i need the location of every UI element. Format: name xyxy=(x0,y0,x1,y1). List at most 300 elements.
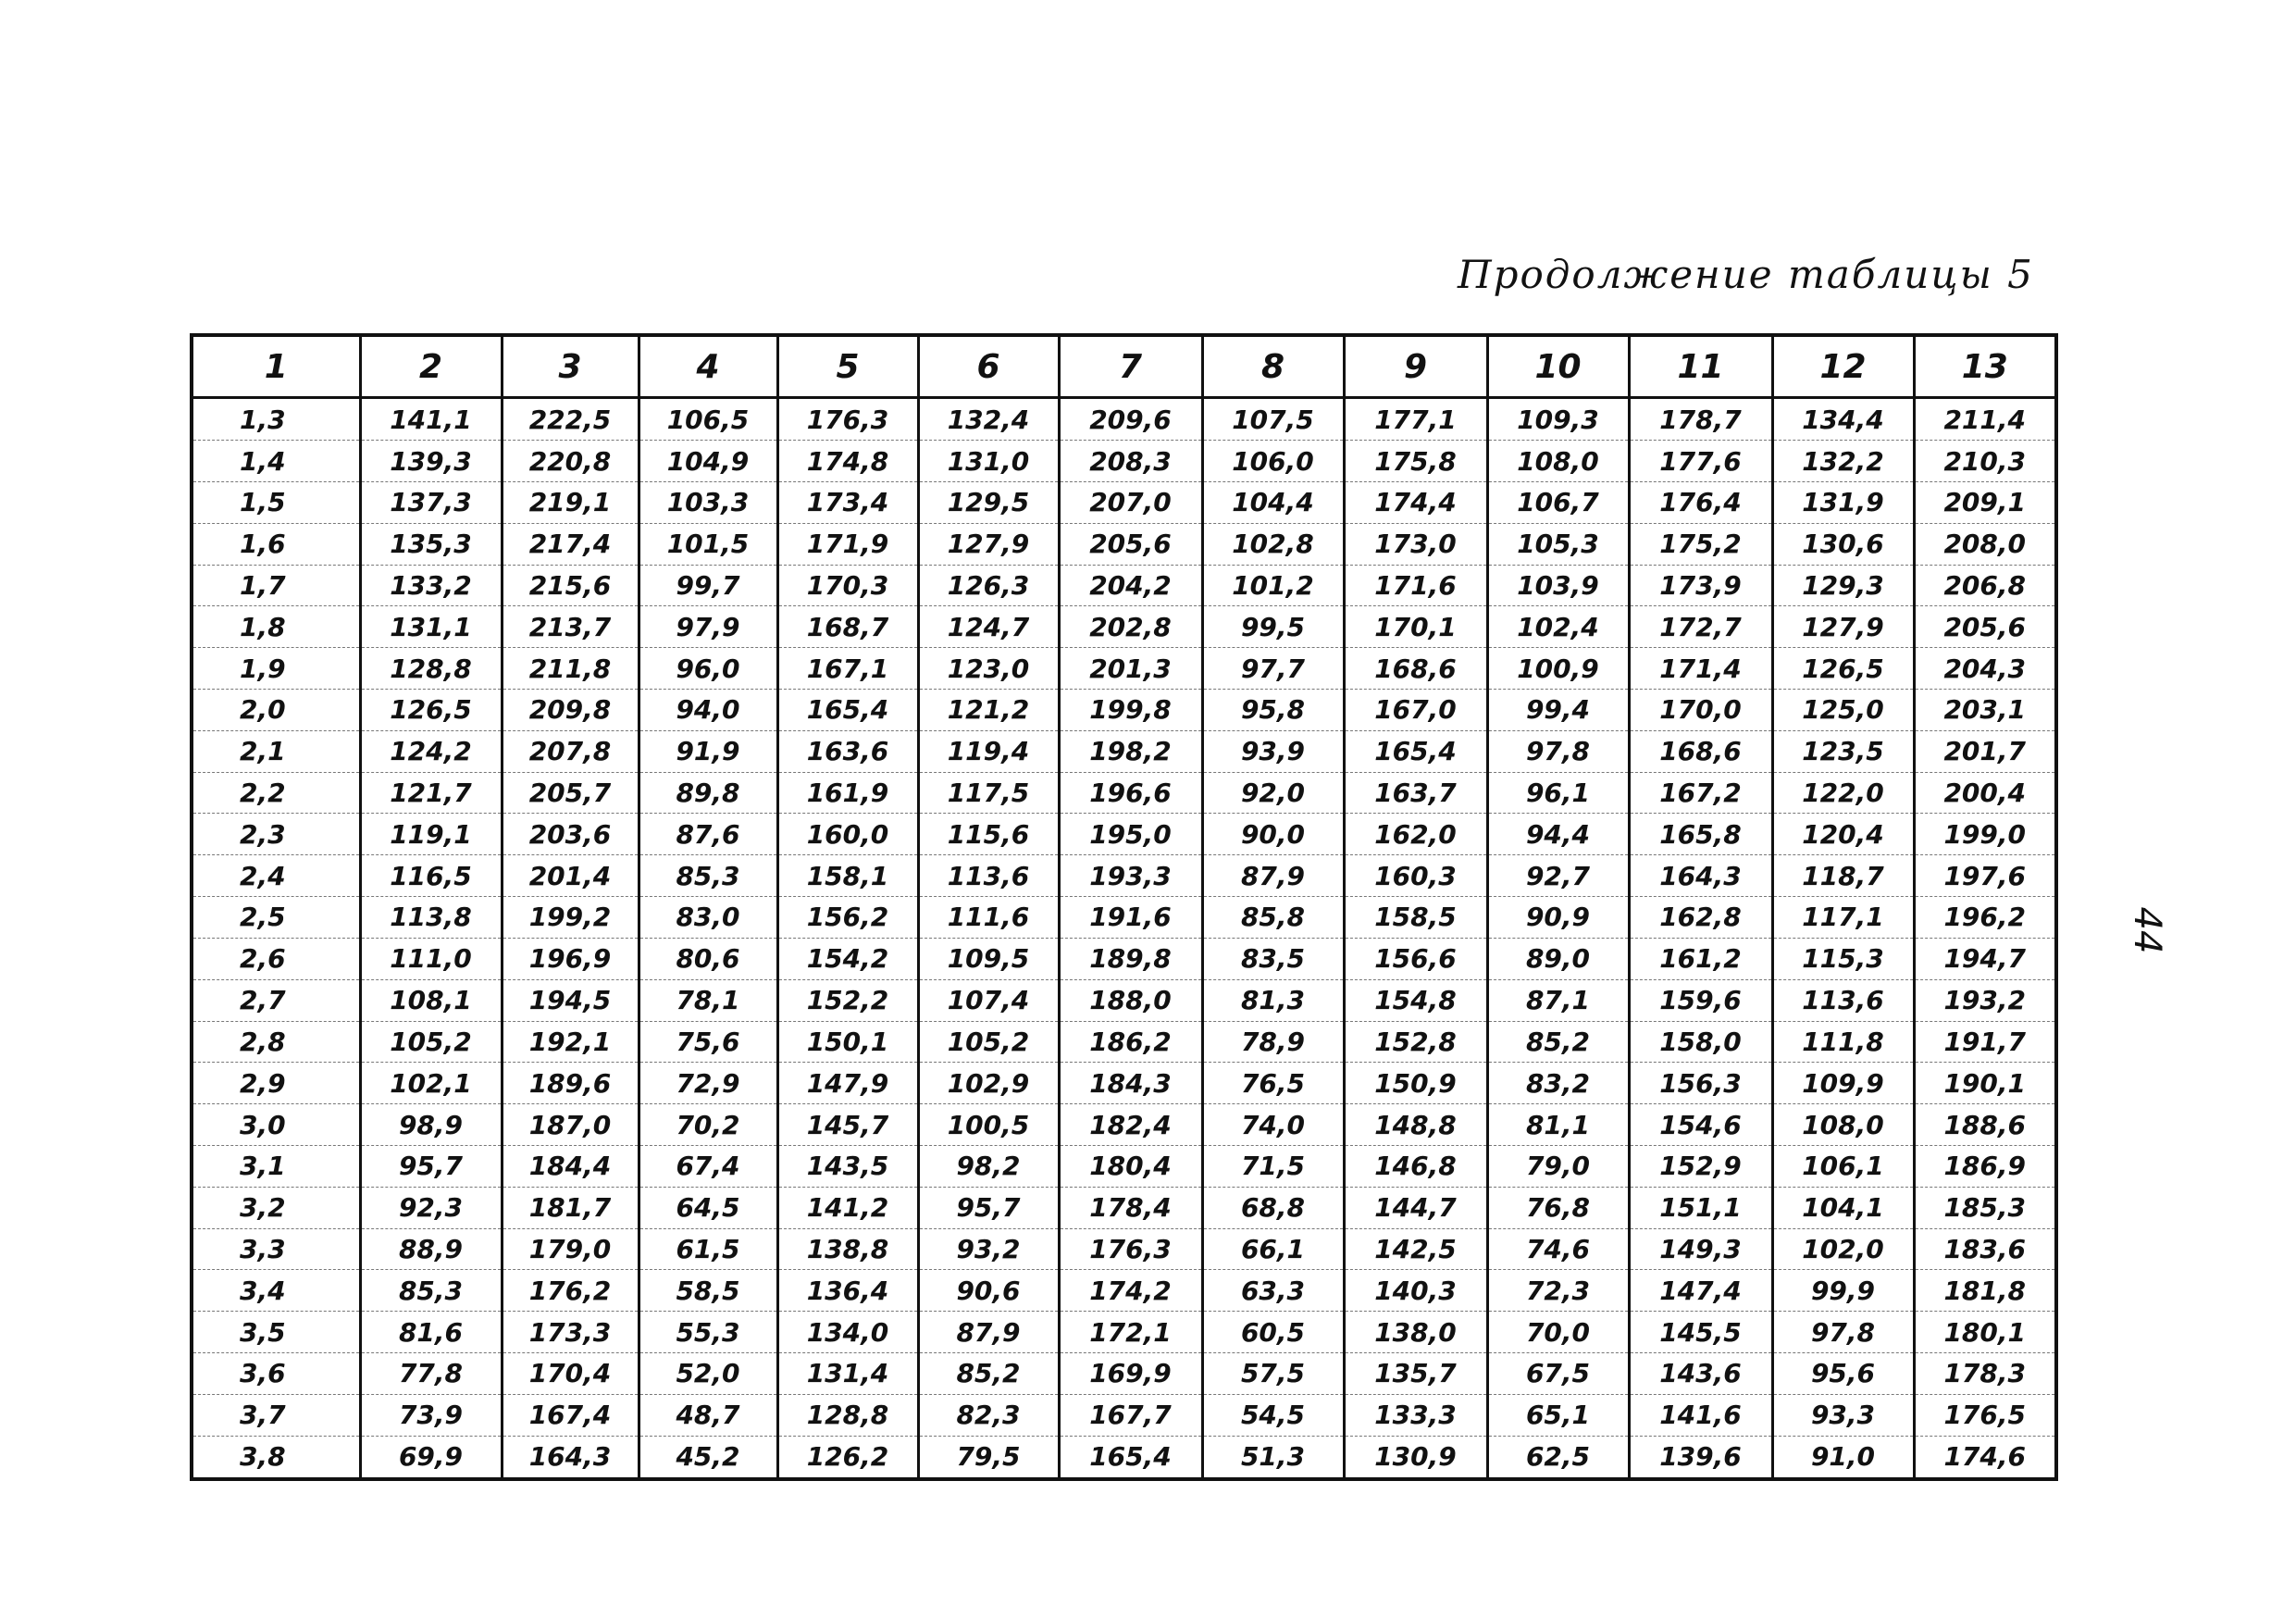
table-cell: 81,3 xyxy=(1202,979,1344,1021)
table-cell: 96,0 xyxy=(639,648,777,690)
table-cell: 134,0 xyxy=(777,1312,918,1353)
table-cell: 133,2 xyxy=(360,565,502,606)
table-row xyxy=(192,648,2056,690)
row-label-cell: 2,7 xyxy=(192,979,360,1021)
row-label-cell: 1,5 xyxy=(192,481,360,523)
table-cell: 85,2 xyxy=(1487,1021,1629,1063)
table-cell: 109,3 xyxy=(1487,398,1629,441)
table-cell: 87,9 xyxy=(1202,855,1344,897)
table-cell: 61,5 xyxy=(639,1228,777,1270)
table-cell: 54,5 xyxy=(1202,1394,1344,1436)
table-cell: 106,1 xyxy=(1772,1145,1914,1187)
column-header: 3 xyxy=(502,335,639,398)
column-header: 11 xyxy=(1629,335,1772,398)
table-cell: 64,5 xyxy=(639,1187,777,1228)
table-cell: 196,9 xyxy=(502,938,639,979)
row-label-cell: 3,3 xyxy=(192,1228,360,1270)
table-cell: 106,5 xyxy=(639,398,777,441)
table-cell: 220,8 xyxy=(502,441,639,482)
table-cell: 132,4 xyxy=(918,398,1059,441)
table-cell: 128,8 xyxy=(360,648,502,690)
table-cell: 65,1 xyxy=(1487,1394,1629,1436)
table-cell: 151,1 xyxy=(1629,1187,1772,1228)
table-cell: 189,8 xyxy=(1059,938,1202,979)
table-cell: 165,4 xyxy=(1344,730,1487,772)
row-label-cell: 3,8 xyxy=(192,1436,360,1479)
table-cell: 161,9 xyxy=(777,772,918,814)
table-cell: 222,5 xyxy=(502,398,639,441)
table-cell: 201,4 xyxy=(502,855,639,897)
table-cell: 83,5 xyxy=(1202,938,1344,979)
table-cell: 163,6 xyxy=(777,730,918,772)
table-cell: 131,1 xyxy=(360,606,502,648)
table-cell: 92,3 xyxy=(360,1187,502,1228)
table-cell: 177,1 xyxy=(1344,398,1487,441)
table-cell: 117,1 xyxy=(1772,897,1914,939)
table-cell: 93,2 xyxy=(918,1228,1059,1270)
table-cell: 209,1 xyxy=(1914,481,2056,523)
table-cell: 171,4 xyxy=(1629,648,1772,690)
row-label-cell: 1,6 xyxy=(192,523,360,565)
row-label-cell: 3,7 xyxy=(192,1394,360,1436)
table-cell: 158,5 xyxy=(1344,897,1487,939)
table-cell: 144,7 xyxy=(1344,1187,1487,1228)
table-cell: 181,7 xyxy=(502,1187,639,1228)
table-row xyxy=(192,730,2056,772)
table-cell: 93,3 xyxy=(1772,1394,1914,1436)
table-row xyxy=(192,398,2056,441)
table-cell: 127,9 xyxy=(918,523,1059,565)
table-cell: 131,0 xyxy=(918,441,1059,482)
table-cell: 198,2 xyxy=(1059,730,1202,772)
table-cell: 205,6 xyxy=(1059,523,1202,565)
table-row xyxy=(192,1436,2056,1479)
table-cell: 193,2 xyxy=(1914,979,2056,1021)
table-row xyxy=(192,606,2056,648)
column-header: 13 xyxy=(1914,335,2056,398)
table-cell: 185,3 xyxy=(1914,1187,2056,1228)
table-cell: 149,3 xyxy=(1629,1228,1772,1270)
table-cell: 201,7 xyxy=(1914,730,2056,772)
table-cell: 98,2 xyxy=(918,1145,1059,1187)
table-cell: 154,8 xyxy=(1344,979,1487,1021)
table-cell: 207,0 xyxy=(1059,481,1202,523)
table-row xyxy=(192,1021,2056,1063)
table-cell: 117,5 xyxy=(918,772,1059,814)
table-cell: 120,4 xyxy=(1772,814,1914,855)
table-row xyxy=(192,1353,2056,1395)
table-cell: 170,0 xyxy=(1629,690,1772,731)
table-row xyxy=(192,690,2056,731)
table-cell: 206,8 xyxy=(1914,565,2056,606)
table-cell: 164,3 xyxy=(1629,855,1772,897)
row-label-cell: 2,5 xyxy=(192,897,360,939)
table-cell: 92,7 xyxy=(1487,855,1629,897)
table-cell: 60,5 xyxy=(1202,1312,1344,1353)
column-header: 12 xyxy=(1772,335,1914,398)
table-cell: 187,0 xyxy=(502,1104,639,1146)
table-cell: 182,4 xyxy=(1059,1104,1202,1146)
table-cell: 119,1 xyxy=(360,814,502,855)
table-cell: 108,0 xyxy=(1772,1104,1914,1146)
table-cell: 174,6 xyxy=(1914,1436,2056,1479)
table-cell: 80,6 xyxy=(639,938,777,979)
table-cell: 142,5 xyxy=(1344,1228,1487,1270)
page-number: 44 xyxy=(2126,906,2168,954)
table-cell: 109,9 xyxy=(1772,1063,1914,1104)
table-cell: 95,7 xyxy=(918,1187,1059,1228)
table-cell: 62,5 xyxy=(1487,1436,1629,1479)
table-cell: 210,3 xyxy=(1914,441,2056,482)
table-cell: 152,9 xyxy=(1629,1145,1772,1187)
table-cell: 176,3 xyxy=(777,398,918,441)
table-cell: 138,8 xyxy=(777,1228,918,1270)
table-cell: 85,3 xyxy=(360,1270,502,1312)
table-cell: 104,1 xyxy=(1772,1187,1914,1228)
table-cell: 121,7 xyxy=(360,772,502,814)
table-cell: 156,6 xyxy=(1344,938,1487,979)
table-cell: 207,8 xyxy=(502,730,639,772)
table-cell: 71,5 xyxy=(1202,1145,1344,1187)
table-cell: 128,8 xyxy=(777,1394,918,1436)
table-cell: 167,0 xyxy=(1344,690,1487,731)
table-cell: 170,4 xyxy=(502,1353,639,1395)
table-cell: 76,8 xyxy=(1487,1187,1629,1228)
table-cell: 189,6 xyxy=(502,1063,639,1104)
table-cell: 177,6 xyxy=(1629,441,1772,482)
table-cell: 83,2 xyxy=(1487,1063,1629,1104)
table-cell: 150,9 xyxy=(1344,1063,1487,1104)
table-cell: 200,4 xyxy=(1914,772,2056,814)
table-row xyxy=(192,523,2056,565)
table-cell: 130,9 xyxy=(1344,1436,1487,1479)
table-cell: 99,9 xyxy=(1772,1270,1914,1312)
table-cell: 196,6 xyxy=(1059,772,1202,814)
table-cell: 196,2 xyxy=(1914,897,2056,939)
table-cell: 170,1 xyxy=(1344,606,1487,648)
table-cell: 178,3 xyxy=(1914,1353,2056,1395)
table-cell: 122,0 xyxy=(1772,772,1914,814)
table-cell: 156,2 xyxy=(777,897,918,939)
table-cell: 125,0 xyxy=(1772,690,1914,731)
table-row xyxy=(192,1145,2056,1187)
table-cell: 91,9 xyxy=(639,730,777,772)
table-cell: 140,3 xyxy=(1344,1270,1487,1312)
table-cell: 91,0 xyxy=(1772,1436,1914,1479)
table-cell: 78,1 xyxy=(639,979,777,1021)
table-cell: 205,7 xyxy=(502,772,639,814)
table-cell: 109,5 xyxy=(918,938,1059,979)
table-cell: 78,9 xyxy=(1202,1021,1344,1063)
table-cell: 165,8 xyxy=(1629,814,1772,855)
table-cell: 183,6 xyxy=(1914,1228,2056,1270)
table-cell: 66,1 xyxy=(1202,1228,1344,1270)
table-cell: 217,4 xyxy=(502,523,639,565)
table-cell: 143,6 xyxy=(1629,1353,1772,1395)
row-label-cell: 3,6 xyxy=(192,1353,360,1395)
column-header: 10 xyxy=(1487,335,1629,398)
table-cell: 95,6 xyxy=(1772,1353,1914,1395)
table-cell: 72,3 xyxy=(1487,1270,1629,1312)
table-cell: 123,5 xyxy=(1772,730,1914,772)
table-cell: 173,9 xyxy=(1629,565,1772,606)
table-cell: 94,4 xyxy=(1487,814,1629,855)
table-cell: 180,1 xyxy=(1914,1312,2056,1353)
table-cell: 173,0 xyxy=(1344,523,1487,565)
table-cell: 152,8 xyxy=(1344,1021,1487,1063)
table-cell: 188,0 xyxy=(1059,979,1202,1021)
table-cell: 194,7 xyxy=(1914,938,2056,979)
row-label-cell: 2,4 xyxy=(192,855,360,897)
table-cell: 138,0 xyxy=(1344,1312,1487,1353)
table-cell: 99,4 xyxy=(1487,690,1629,731)
table-cell: 105,3 xyxy=(1487,523,1629,565)
table-cell: 162,0 xyxy=(1344,814,1487,855)
table-cell: 199,0 xyxy=(1914,814,2056,855)
table-cell: 211,8 xyxy=(502,648,639,690)
table-cell: 139,3 xyxy=(360,441,502,482)
table-cell: 75,6 xyxy=(639,1021,777,1063)
table-cell: 103,3 xyxy=(639,481,777,523)
table-cell: 161,2 xyxy=(1629,938,1772,979)
table-cell: 164,3 xyxy=(502,1436,639,1479)
table-cell: 90,9 xyxy=(1487,897,1629,939)
table-cell: 184,4 xyxy=(502,1145,639,1187)
table-cell: 81,1 xyxy=(1487,1104,1629,1146)
table-cell: 219,1 xyxy=(502,481,639,523)
table-cell: 193,3 xyxy=(1059,855,1202,897)
table-cell: 101,2 xyxy=(1202,565,1344,606)
table-row xyxy=(192,441,2056,482)
table-row xyxy=(192,1063,2056,1104)
table-cell: 115,3 xyxy=(1772,938,1914,979)
table-cell: 167,2 xyxy=(1629,772,1772,814)
table-cell: 175,2 xyxy=(1629,523,1772,565)
table-cell: 129,3 xyxy=(1772,565,1914,606)
table-cell: 89,8 xyxy=(639,772,777,814)
row-label-cell: 3,5 xyxy=(192,1312,360,1353)
table-cell: 199,8 xyxy=(1059,690,1202,731)
table-cell: 74,6 xyxy=(1487,1228,1629,1270)
table-cell: 85,3 xyxy=(639,855,777,897)
table-cell: 105,2 xyxy=(918,1021,1059,1063)
table-cell: 173,4 xyxy=(777,481,918,523)
table-row xyxy=(192,1228,2056,1270)
table-cell: 77,8 xyxy=(360,1353,502,1395)
table-cell: 168,6 xyxy=(1629,730,1772,772)
table-cell: 103,9 xyxy=(1487,565,1629,606)
table-row xyxy=(192,481,2056,523)
table-cell: 175,8 xyxy=(1344,441,1487,482)
table-cell: 87,6 xyxy=(639,814,777,855)
table-cell: 208,3 xyxy=(1059,441,1202,482)
table-cell: 163,7 xyxy=(1344,772,1487,814)
table-cell: 102,8 xyxy=(1202,523,1344,565)
table-cell: 113,6 xyxy=(918,855,1059,897)
row-label-cell: 3,1 xyxy=(192,1145,360,1187)
table-row xyxy=(192,938,2056,979)
column-header: 4 xyxy=(639,335,777,398)
table-cell: 137,3 xyxy=(360,481,502,523)
table-cell: 79,0 xyxy=(1487,1145,1629,1187)
row-label-cell: 1,3 xyxy=(192,398,360,441)
row-label-cell: 2,8 xyxy=(192,1021,360,1063)
table-cell: 100,5 xyxy=(918,1104,1059,1146)
table-cell: 143,5 xyxy=(777,1145,918,1187)
table-cell: 194,5 xyxy=(502,979,639,1021)
table-cell: 141,1 xyxy=(360,398,502,441)
table-cell: 172,1 xyxy=(1059,1312,1202,1353)
table-cell: 188,6 xyxy=(1914,1104,2056,1146)
table-cell: 92,0 xyxy=(1202,772,1344,814)
table-cell: 99,5 xyxy=(1202,606,1344,648)
table-cell: 85,8 xyxy=(1202,897,1344,939)
table-cell: 55,3 xyxy=(639,1312,777,1353)
table-cell: 57,5 xyxy=(1202,1353,1344,1395)
table-cell: 102,4 xyxy=(1487,606,1629,648)
table-cell: 186,2 xyxy=(1059,1021,1202,1063)
table-cell: 174,2 xyxy=(1059,1270,1202,1312)
row-label-cell: 2,9 xyxy=(192,1063,360,1104)
table-cell: 96,1 xyxy=(1487,772,1629,814)
table-cell: 102,9 xyxy=(918,1063,1059,1104)
row-label-cell: 2,1 xyxy=(192,730,360,772)
table-body xyxy=(192,398,2056,1480)
table-cell: 148,8 xyxy=(1344,1104,1487,1146)
table-cell: 178,7 xyxy=(1629,398,1772,441)
table-cell: 181,8 xyxy=(1914,1270,2056,1312)
table-cell: 174,8 xyxy=(777,441,918,482)
table-row xyxy=(192,897,2056,939)
table-cell: 102,1 xyxy=(360,1063,502,1104)
table-cell: 97,8 xyxy=(1772,1312,1914,1353)
table-cell: 203,1 xyxy=(1914,690,2056,731)
table-cell: 130,6 xyxy=(1772,523,1914,565)
table-cell: 132,2 xyxy=(1772,441,1914,482)
table-cell: 107,4 xyxy=(918,979,1059,1021)
table-cell: 168,7 xyxy=(777,606,918,648)
table-cell: 126,5 xyxy=(1772,648,1914,690)
table-cell: 118,7 xyxy=(1772,855,1914,897)
row-label-cell: 2,2 xyxy=(192,772,360,814)
table-cell: 205,6 xyxy=(1914,606,2056,648)
table-cell: 204,2 xyxy=(1059,565,1202,606)
table-cell: 176,2 xyxy=(502,1270,639,1312)
table-cell: 81,6 xyxy=(360,1312,502,1353)
table-row xyxy=(192,565,2056,606)
table-cell: 184,3 xyxy=(1059,1063,1202,1104)
column-header: 7 xyxy=(1059,335,1202,398)
table-cell: 154,2 xyxy=(777,938,918,979)
table-cell: 158,1 xyxy=(777,855,918,897)
table-cell: 159,6 xyxy=(1629,979,1772,1021)
table-cell: 94,0 xyxy=(639,690,777,731)
table-cell: 104,4 xyxy=(1202,481,1344,523)
table-row xyxy=(192,1394,2056,1436)
table-cell: 202,8 xyxy=(1059,606,1202,648)
table-cell: 135,7 xyxy=(1344,1353,1487,1395)
table-cell: 121,2 xyxy=(918,690,1059,731)
table-cell: 134,4 xyxy=(1772,398,1914,441)
table-cell: 97,9 xyxy=(639,606,777,648)
table-cell: 160,0 xyxy=(777,814,918,855)
table-cell: 147,9 xyxy=(777,1063,918,1104)
table-row xyxy=(192,814,2056,855)
row-label-cell: 3,2 xyxy=(192,1187,360,1228)
table-cell: 131,9 xyxy=(1772,481,1914,523)
table-cell: 101,5 xyxy=(639,523,777,565)
table-cell: 156,3 xyxy=(1629,1063,1772,1104)
table-cell: 99,7 xyxy=(639,565,777,606)
table-cell: 115,6 xyxy=(918,814,1059,855)
table-cell: 197,6 xyxy=(1914,855,2056,897)
table-cell: 176,3 xyxy=(1059,1228,1202,1270)
table-cell: 141,6 xyxy=(1629,1394,1772,1436)
row-label-cell: 1,9 xyxy=(192,648,360,690)
table-cell: 180,4 xyxy=(1059,1145,1202,1187)
table-cell: 74,0 xyxy=(1202,1104,1344,1146)
table-cell: 73,9 xyxy=(360,1394,502,1436)
table-cell: 70,0 xyxy=(1487,1312,1629,1353)
table-row xyxy=(192,855,2056,897)
table-row xyxy=(192,772,2056,814)
table-cell: 79,5 xyxy=(918,1436,1059,1479)
row-label-cell: 3,0 xyxy=(192,1104,360,1146)
table-header-row xyxy=(192,335,2056,398)
table-cell: 160,3 xyxy=(1344,855,1487,897)
table-cell: 104,9 xyxy=(639,441,777,482)
table-cell: 173,3 xyxy=(502,1312,639,1353)
table-cell: 51,3 xyxy=(1202,1436,1344,1479)
column-header: 9 xyxy=(1344,335,1487,398)
table-cell: 172,7 xyxy=(1629,606,1772,648)
table-cell: 209,8 xyxy=(502,690,639,731)
table-cell: 186,9 xyxy=(1914,1145,2056,1187)
row-label-cell: 2,0 xyxy=(192,690,360,731)
table-cell: 124,7 xyxy=(918,606,1059,648)
table-cell: 162,8 xyxy=(1629,897,1772,939)
table-cell: 133,3 xyxy=(1344,1394,1487,1436)
table-cell: 52,0 xyxy=(639,1353,777,1395)
table-cell: 176,5 xyxy=(1914,1394,2056,1436)
table-cell: 90,6 xyxy=(918,1270,1059,1312)
column-header: 6 xyxy=(918,335,1059,398)
table-cell: 58,5 xyxy=(639,1270,777,1312)
table-row xyxy=(192,1270,2056,1312)
table-caption: Продолжение таблицы 5 xyxy=(1458,252,2034,297)
column-header: 8 xyxy=(1202,335,1344,398)
table-cell: 127,9 xyxy=(1772,606,1914,648)
table-cell: 69,9 xyxy=(360,1436,502,1479)
table-cell: 158,0 xyxy=(1629,1021,1772,1063)
table-cell: 135,3 xyxy=(360,523,502,565)
table-cell: 204,3 xyxy=(1914,648,2056,690)
table-row xyxy=(192,1104,2056,1146)
table-cell: 87,9 xyxy=(918,1312,1059,1353)
table-cell: 211,4 xyxy=(1914,398,2056,441)
table-cell: 146,8 xyxy=(1344,1145,1487,1187)
table-cell: 106,7 xyxy=(1487,481,1629,523)
table-cell: 141,2 xyxy=(777,1187,918,1228)
table-cell: 179,0 xyxy=(502,1228,639,1270)
table-cell: 105,2 xyxy=(360,1021,502,1063)
table-cell: 111,0 xyxy=(360,938,502,979)
table-cell: 113,6 xyxy=(1772,979,1914,1021)
table-cell: 174,4 xyxy=(1344,481,1487,523)
table-cell: 165,4 xyxy=(777,690,918,731)
table-cell: 124,2 xyxy=(360,730,502,772)
table-cell: 170,3 xyxy=(777,565,918,606)
